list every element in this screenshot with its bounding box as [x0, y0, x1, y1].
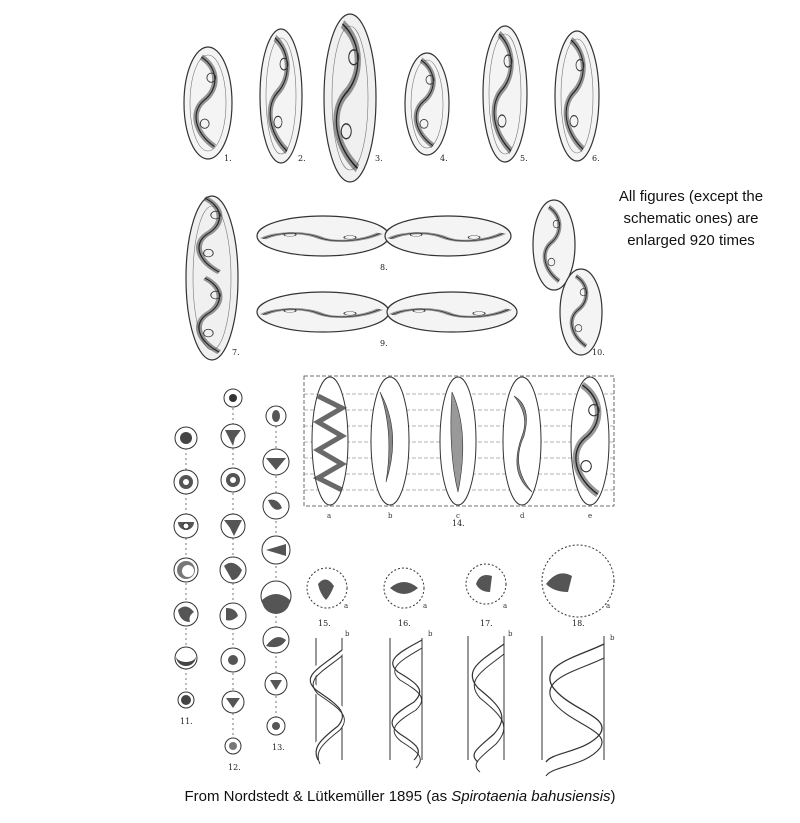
figure-15-letter: a [344, 602, 349, 610]
cell-figure-5 [483, 26, 527, 162]
spiral-schematic-17 [468, 636, 504, 772]
figure-label-18: 18. [572, 619, 585, 628]
figure-label-16: 16. [398, 619, 411, 628]
spiral-15-letter: b [345, 630, 350, 638]
figure-label-8: 8. [380, 263, 388, 272]
cell-figure-9 [257, 292, 517, 332]
figure-label-4: 4. [440, 154, 448, 163]
figure-label-10: 10. [592, 348, 605, 357]
cell-figure-4 [405, 53, 449, 155]
figure-15-cross-section [307, 568, 347, 608]
cell-figure-1 [184, 47, 232, 159]
figure-label-9: 9. [380, 339, 388, 348]
figure-14-letter-b: b [388, 512, 393, 520]
spiral-schematic-18 [542, 636, 604, 776]
cross-section-column-13-discs [261, 406, 291, 735]
figure-18-letter: a [606, 602, 611, 610]
spiral-17-letter: b [508, 630, 513, 638]
cell-figure-8 [257, 216, 511, 256]
cell-figure-6 [555, 31, 599, 161]
spiral-16-letter: b [428, 630, 433, 638]
figure-label-6: 6. [592, 154, 600, 163]
cell-figure-7 [186, 196, 238, 360]
figure-17-cross-section [466, 564, 506, 604]
cross-section-column-12-discs [220, 389, 246, 754]
spiral-schematic-15 [310, 638, 344, 764]
figure-17-letter: a [503, 602, 508, 610]
figure-label-7: 7. [232, 348, 240, 357]
caption-suffix: ) [610, 788, 616, 805]
cell-figure-10 [533, 200, 602, 355]
magnification-note-line-2: schematic ones) are [623, 210, 759, 227]
figure-14-letter-e: e [588, 512, 593, 520]
magnification-note [596, 186, 786, 252]
figure-label-1: 1. [224, 154, 232, 163]
figure-label-17: 17. [480, 619, 493, 628]
spiral-schematic-16 [390, 638, 422, 768]
magnification-note-line-1: All figures (except the [618, 188, 764, 205]
figure-14-letter-a: a [327, 512, 332, 520]
figure-label-14: 14. [452, 519, 465, 528]
figure-label-3: 3. [375, 154, 383, 163]
figure-label-11: 11. [180, 717, 193, 726]
figure-16-cross-section [384, 568, 424, 608]
caption-species: Spirotaenia bahusiensis [451, 788, 611, 805]
figure-16-letter: a [423, 602, 428, 610]
cell-figure-3 [324, 14, 376, 182]
spiral-18-letter: b [610, 634, 615, 642]
figure-18-cross-section [542, 545, 614, 617]
source-caption [0, 788, 800, 805]
figure-14-letter-d: d [520, 512, 525, 520]
figure-label-12: 12. [228, 763, 241, 772]
figure-14-letter-c: c [456, 512, 460, 520]
figure-label-13: 13. [272, 743, 285, 752]
figure-label-2: 2. [298, 154, 306, 163]
magnification-note-line-3: enlarged 920 times [627, 232, 755, 249]
figure-label-5: 5. [520, 154, 528, 163]
figure-14-schematic [304, 376, 614, 506]
figure-label-15: 15. [318, 619, 331, 628]
cell-figure-2 [260, 29, 302, 163]
caption-prefix: From Nordstedt & Lütkemüller 1895 (as [184, 788, 452, 805]
